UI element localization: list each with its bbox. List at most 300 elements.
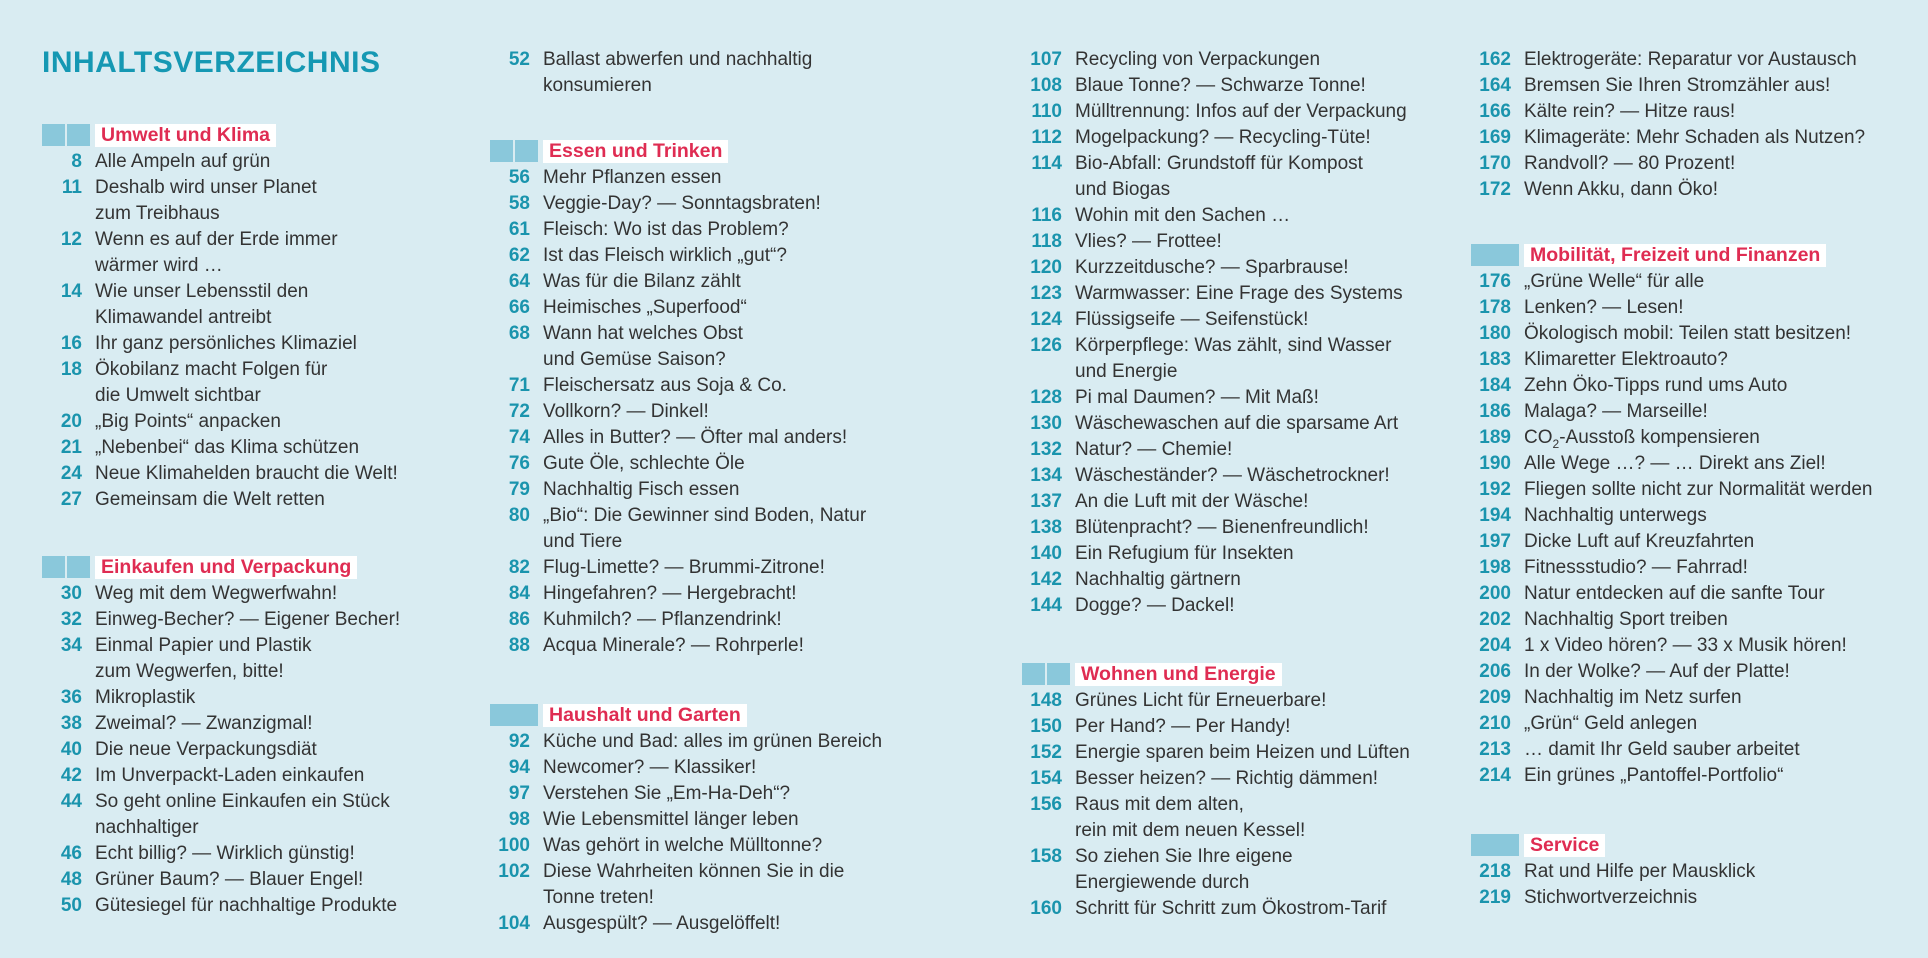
- toc-entry[interactable]: [1022, 151, 1407, 203]
- entry-line: Nachhaltig Fisch essen: [543, 479, 740, 500]
- page-number: 48: [60, 869, 82, 890]
- page-number: 72: [508, 401, 530, 422]
- entry-line: Schritt für Schritt zum Ökostrom-Tarif: [1075, 898, 1387, 919]
- page-number: 30: [60, 583, 82, 604]
- entry-line-continued: nachhaltiger: [95, 817, 199, 838]
- toc-entry[interactable]: [1471, 347, 1873, 373]
- toc-entry[interactable]: [1471, 711, 1873, 737]
- page-number: 192: [1479, 479, 1511, 500]
- entry-title: [1524, 885, 1697, 911]
- toc-entry[interactable]: [490, 781, 882, 807]
- section-essen-und-trinken: [490, 139, 866, 659]
- toc-entry[interactable]: [42, 607, 400, 633]
- toc-entry[interactable]: [42, 357, 398, 409]
- entry-line: Neue Klimahelden braucht die Welt!: [95, 463, 398, 484]
- page-number: 209: [1479, 687, 1511, 708]
- toc-entry[interactable]: [490, 729, 882, 755]
- entry-line: Dicke Luft auf Kreuzfahrten: [1524, 531, 1755, 552]
- page-number: 61: [508, 219, 530, 240]
- entry-line: Pi mal Daumen? — Mit Maß!: [1075, 387, 1319, 408]
- toc-entry[interactable]: [1471, 399, 1873, 425]
- entry-title: [1524, 125, 1865, 151]
- section-header: [1022, 662, 1410, 686]
- page-number: 214: [1479, 765, 1511, 786]
- entry-line: Einweg-Becher? — Eigener Becher!: [95, 609, 401, 630]
- toc-entry[interactable]: [1022, 73, 1407, 99]
- toc-entry[interactable]: [490, 503, 866, 555]
- entry-title: [95, 789, 390, 841]
- toc-entry[interactable]: [1471, 373, 1873, 399]
- toc-entry[interactable]: [42, 867, 400, 893]
- subscript-text: 2: [1552, 436, 1560, 451]
- toc-entry[interactable]: [1471, 321, 1873, 347]
- toc-entry[interactable]: [490, 581, 866, 607]
- entry-title: [543, 833, 822, 859]
- page-number: 134: [1030, 465, 1062, 486]
- page-number: 190: [1479, 453, 1511, 474]
- toc-entry[interactable]: [1022, 515, 1407, 541]
- page-number: 40: [60, 739, 82, 760]
- page-number: 82: [508, 557, 530, 578]
- section-marker-bar: [1022, 663, 1070, 685]
- page-number: 202: [1479, 609, 1511, 630]
- page-number: 118: [1031, 231, 1062, 252]
- toc-entry[interactable]: [1022, 203, 1407, 229]
- entry-line: Echt billig? — Wirklich günstig!: [95, 843, 355, 864]
- toc-entry[interactable]: [1471, 99, 1865, 125]
- entry-title: [1524, 451, 1826, 477]
- toc-entry[interactable]: [1471, 885, 1755, 911]
- toc-entry[interactable]: [42, 175, 398, 227]
- entry-line: Klimageräte: Mehr Schaden als Nutzen?: [1524, 127, 1866, 148]
- entry-title: [95, 175, 317, 227]
- toc-entry[interactable]: [1022, 385, 1407, 411]
- entry-line: Dogge? — Dackel!: [1075, 595, 1235, 616]
- toc-entry[interactable]: [1471, 425, 1873, 451]
- toc-entry[interactable]: [1022, 593, 1407, 619]
- entry-title: [1075, 125, 1371, 151]
- toc-entry[interactable]: [1471, 737, 1873, 763]
- page-number: 98: [508, 809, 530, 830]
- toc-entry[interactable]: [1022, 229, 1407, 255]
- entry-line: Alle Wege …? — … Direkt ans Ziel!: [1524, 453, 1826, 474]
- entry-title: [543, 477, 739, 503]
- toc-entry[interactable]: [42, 461, 398, 487]
- entry-line: So ziehen Sie Ihre eigene: [1075, 846, 1293, 867]
- toc-entry[interactable]: [1022, 766, 1410, 792]
- toc-entry[interactable]: [490, 321, 866, 373]
- toc-entry[interactable]: [490, 373, 866, 399]
- entry-line: Vlies? — Frottee!: [1075, 231, 1222, 252]
- toc-entry[interactable]: [1471, 477, 1873, 503]
- toc-entry[interactable]: [1471, 659, 1873, 685]
- page-number: 18: [60, 359, 82, 380]
- toc-entry[interactable]: [1022, 411, 1407, 437]
- section-header: [42, 555, 400, 579]
- entry-line-continued: Energiewende durch: [1075, 872, 1250, 893]
- entry-title: [1524, 425, 1760, 451]
- entry-title: [543, 47, 812, 99]
- entry-line: Gemeinsam die Welt retten: [95, 489, 325, 510]
- page-number: 38: [60, 713, 82, 734]
- entry-line: Heimisches „Superfood“: [543, 297, 747, 318]
- toc-entry[interactable]: [490, 191, 866, 217]
- entry-title: [1524, 99, 1735, 125]
- toc-entry[interactable]: [490, 269, 866, 295]
- entry-line: Grünes Licht für Erneuerbare!: [1075, 690, 1327, 711]
- toc-entry[interactable]: [42, 763, 400, 789]
- entry-title: [1075, 714, 1290, 740]
- section-marker-bar: [1471, 244, 1519, 266]
- entry-line-continued: Tonne treten!: [543, 887, 654, 908]
- entry-line: Wenn es auf der Erde immer: [95, 229, 338, 250]
- toc-entry[interactable]: [1022, 792, 1410, 844]
- entry-line: Kurzzeitdusche? — Sparbrause!: [1075, 257, 1349, 278]
- toc-entry[interactable]: [490, 165, 866, 191]
- section-marker-bar: [490, 704, 538, 726]
- toc-entry[interactable]: [1022, 125, 1407, 151]
- page-number: 102: [498, 861, 530, 882]
- entry-line: 1 x Video hören? — 33 x Musik hören!: [1524, 635, 1847, 656]
- entry-title: [543, 243, 787, 269]
- toc-entry[interactable]: [1022, 281, 1407, 307]
- entry-line: Verstehen Sie „Em-Ha-Deh“?: [543, 783, 791, 804]
- entry-title: [95, 487, 325, 513]
- toc-entry[interactable]: [1022, 307, 1407, 333]
- toc-entry[interactable]: [490, 217, 866, 243]
- entry-title: [1524, 685, 1742, 711]
- toc-entry[interactable]: [42, 279, 398, 331]
- entry-line: … damit Ihr Geld sauber arbeitet: [1524, 739, 1800, 760]
- entry-title: [1075, 281, 1403, 307]
- page-number: 138: [1030, 517, 1062, 538]
- section-header: [490, 139, 866, 163]
- entry-line: Blaue Tonne? — Schwarze Tonne!: [1075, 75, 1366, 96]
- toc-entry[interactable]: [1471, 503, 1873, 529]
- entry-line: Kuhmilch? — Pflanzendrink!: [543, 609, 782, 630]
- toc-entry[interactable]: [1471, 73, 1865, 99]
- page-number: 84: [508, 583, 530, 604]
- toc-entry[interactable]: [42, 409, 398, 435]
- page-number: 92: [508, 731, 530, 752]
- page-number: 186: [1479, 401, 1511, 422]
- entry-title: [1524, 477, 1873, 503]
- toc-entry[interactable]: [42, 737, 400, 763]
- toc-entry[interactable]: [490, 859, 882, 911]
- page-number: 189: [1479, 427, 1511, 448]
- page-number: 198: [1479, 557, 1511, 578]
- toc-entry[interactable]: [1471, 607, 1873, 633]
- entry-title: [1524, 347, 1728, 373]
- section-header: [1471, 833, 1755, 857]
- toc-entry[interactable]: [1471, 763, 1873, 789]
- entry-line: Nachhaltig im Netz surfen: [1524, 687, 1742, 708]
- entry-line: Bremsen Sie Ihren Stromzähler aus!: [1524, 75, 1831, 96]
- toc-entry[interactable]: [1471, 47, 1865, 73]
- entry-title: [95, 633, 312, 685]
- page-number: 56: [508, 167, 530, 188]
- entry-line: Vollkorn? — Dinkel!: [543, 401, 709, 422]
- page-number: 219: [1479, 887, 1511, 908]
- entry-title: [95, 357, 327, 409]
- page-number: 12: [60, 229, 82, 250]
- toc-entry[interactable]: [1471, 295, 1873, 321]
- toc-entry[interactable]: [1022, 489, 1407, 515]
- section-marker-bar: [1471, 834, 1519, 856]
- entry-title: [1075, 515, 1369, 541]
- section-title: Umwelt und Klima: [95, 124, 276, 147]
- entry-text: CO: [1524, 427, 1553, 448]
- entry-line: Nachhaltig Sport treiben: [1524, 609, 1728, 630]
- entry-line: Die neue Verpackungsdiät: [95, 739, 317, 760]
- page-number: 20: [60, 411, 82, 432]
- entry-line: Wäscheständer? — Wäschetrockner!: [1075, 465, 1390, 486]
- section-header: [1471, 243, 1873, 267]
- toc-entry[interactable]: [1471, 581, 1873, 607]
- entry-title: [543, 373, 787, 399]
- entry-text: -Ausstoß kompensieren: [1559, 427, 1760, 448]
- page-number: 68: [508, 323, 530, 344]
- entry-line: „Big Points“ anpacken: [95, 411, 281, 432]
- entry-title: [543, 555, 825, 581]
- toc-entry[interactable]: [490, 47, 812, 99]
- page-number: 160: [1030, 898, 1062, 919]
- page-number: 88: [508, 635, 530, 656]
- entry-line: Rat und Hilfe per Mausklick: [1524, 861, 1756, 882]
- page-number: 94: [508, 757, 530, 778]
- toc-entry[interactable]: [1022, 896, 1410, 922]
- page-number: 206: [1479, 661, 1511, 682]
- entry-title: [543, 607, 782, 633]
- entry-title: [1075, 411, 1398, 437]
- page-number: 204: [1479, 635, 1511, 656]
- toc-entry[interactable]: [490, 911, 882, 937]
- page-number: 218: [1479, 861, 1511, 882]
- toc-entry[interactable]: [1022, 437, 1407, 463]
- entry-line: Ein Refugium für Insekten: [1075, 543, 1294, 564]
- page-number: 194: [1479, 505, 1511, 526]
- page-number: 137: [1030, 491, 1062, 512]
- page-number: 74: [508, 427, 530, 448]
- entry-line: Wenn Akku, dann Öko!: [1524, 179, 1718, 200]
- toc-entry[interactable]: [1022, 463, 1407, 489]
- entry-title: [1524, 529, 1754, 555]
- entry-title: [1524, 633, 1847, 659]
- page-number: 107: [1030, 49, 1062, 70]
- section-marker-bar: [490, 140, 538, 162]
- entry-title: [1524, 555, 1748, 581]
- toc-entry[interactable]: [42, 149, 398, 175]
- page-number: 164: [1479, 75, 1511, 96]
- page-number: 8: [71, 151, 82, 172]
- entry-line: „Nebenbei“ das Klima schützen: [95, 437, 360, 458]
- entry-title: [543, 781, 790, 807]
- entry-line: Wohin mit den Sachen …: [1075, 205, 1291, 226]
- toc-entry[interactable]: [1022, 688, 1410, 714]
- entry-line: Deshalb wird unser Planet: [95, 177, 317, 198]
- entry-line: Was für die Bilanz zählt: [543, 271, 741, 292]
- entry-line-continued: konsumieren: [543, 75, 652, 96]
- toc-entry[interactable]: [42, 633, 400, 685]
- toc-entry[interactable]: [42, 711, 400, 737]
- entry-title: [1524, 503, 1707, 529]
- entry-line: So geht online Einkaufen ein Stück: [95, 791, 390, 812]
- page-number: 32: [60, 609, 82, 630]
- toc-entry[interactable]: [1471, 269, 1873, 295]
- toc-entry[interactable]: [1022, 255, 1407, 281]
- entry-title: [95, 409, 281, 435]
- entry-title: [543, 729, 882, 755]
- toc-entry[interactable]: [490, 399, 866, 425]
- entry-title: [1524, 581, 1825, 607]
- toc-entry[interactable]: [490, 451, 866, 477]
- toc-entry[interactable]: [42, 841, 400, 867]
- toc-entry[interactable]: [1471, 529, 1873, 555]
- entry-title: [95, 581, 337, 607]
- toc-entry[interactable]: [1471, 151, 1865, 177]
- entry-line: Veggie-Day? — Sonntagsbraten!: [543, 193, 821, 214]
- page-number: 80: [508, 505, 530, 526]
- entry-line: Ist das Fleisch wirklich „gut“?: [543, 245, 787, 266]
- section-header: [42, 123, 398, 147]
- toc-entry[interactable]: [1022, 714, 1410, 740]
- page-number: 178: [1479, 297, 1511, 318]
- entry-title: [1075, 593, 1234, 619]
- entry-title: [95, 149, 270, 175]
- entry-title: [1075, 47, 1320, 73]
- toc-entry[interactable]: [490, 555, 866, 581]
- entry-line: Weg mit dem Wegwerfwahn!: [95, 583, 338, 604]
- toc-entry[interactable]: [1471, 451, 1873, 477]
- toc-entry[interactable]: [490, 425, 866, 451]
- entry-title: [1075, 333, 1391, 385]
- page-number: 166: [1479, 101, 1511, 122]
- toc-entry[interactable]: [490, 477, 866, 503]
- entry-title: [543, 217, 789, 243]
- entry-line: Alle Ampeln auf grün: [95, 151, 271, 172]
- entry-line-continued: und Gemüse Saison?: [543, 349, 726, 370]
- entry-title: [1075, 385, 1319, 411]
- page-number: 108: [1030, 75, 1062, 96]
- entry-line: An die Luft mit der Wäsche!: [1075, 491, 1309, 512]
- entry-title: [1524, 295, 1684, 321]
- entry-line: Küche und Bad: alles im grünen Bereich: [543, 731, 883, 752]
- toc-entry[interactable]: [1022, 99, 1407, 125]
- toc-entry[interactable]: [42, 227, 398, 279]
- entry-title: [1075, 740, 1410, 766]
- toc-entry[interactable]: [490, 807, 882, 833]
- page-number: 24: [60, 463, 82, 484]
- entry-title: [1075, 73, 1366, 99]
- section-header: [490, 703, 882, 727]
- toc-entry[interactable]: [1471, 177, 1865, 203]
- entry-line: Flüssigseife — Seifenstück!: [1075, 309, 1309, 330]
- entry-title: [95, 331, 357, 357]
- entry-title: [95, 227, 338, 279]
- entry-line: Hingefahren? — Hergebracht!: [543, 583, 797, 604]
- section-title: Haushalt und Garten: [543, 704, 747, 727]
- entry-title: [1075, 844, 1293, 896]
- toc-entry[interactable]: [490, 295, 866, 321]
- toc-entry[interactable]: [490, 243, 866, 269]
- page-number: 152: [1030, 742, 1062, 763]
- toc-entry[interactable]: [42, 435, 398, 461]
- page-number: 142: [1030, 569, 1062, 590]
- toc-entry[interactable]: [1022, 47, 1407, 73]
- entry-line: Ökologisch mobil: Teilen statt besitzen!: [1524, 323, 1852, 344]
- toc-entry[interactable]: [1471, 685, 1873, 711]
- entry-title: [543, 425, 847, 451]
- entry-line: Per Hand? — Per Handy!: [1075, 716, 1291, 737]
- page-number: 128: [1030, 387, 1062, 408]
- toc-entry[interactable]: [42, 487, 398, 513]
- page-number: 58: [508, 193, 530, 214]
- toc-entry[interactable]: [1471, 633, 1873, 659]
- toc-entry[interactable]: [1471, 125, 1865, 151]
- entry-line: Nachhaltig unterwegs: [1524, 505, 1707, 526]
- page-number: 36: [60, 687, 82, 708]
- toc-entry[interactable]: [1022, 567, 1407, 593]
- toc-entry[interactable]: [42, 685, 400, 711]
- entry-title: [1524, 321, 1851, 347]
- toc-entry[interactable]: [490, 833, 882, 859]
- entry-title: [1075, 792, 1305, 844]
- toc-entry[interactable]: [490, 607, 866, 633]
- toc-entry[interactable]: [1471, 859, 1755, 885]
- toc-entry[interactable]: [490, 633, 866, 659]
- entry-title: [95, 867, 363, 893]
- toc-entry[interactable]: [1022, 541, 1407, 567]
- page-number: 213: [1479, 739, 1511, 760]
- entry-line: Ausgespült? — Ausgelöffelt!: [543, 913, 781, 934]
- entry-line-continued: und Biogas: [1075, 179, 1171, 200]
- entry-line: Natur? — Chemie!: [1075, 439, 1233, 460]
- page-number: 124: [1030, 309, 1062, 330]
- page-number: 197: [1479, 531, 1511, 552]
- page-number: 27: [60, 489, 82, 510]
- page-number: 116: [1031, 205, 1062, 226]
- entry-line: Bio-Abfall: Grundstoff für Kompost: [1075, 153, 1363, 174]
- toc-entry[interactable]: [1022, 740, 1410, 766]
- toc-entry[interactable]: [1022, 844, 1410, 896]
- entry-title: [95, 763, 364, 789]
- entry-title: [1524, 399, 1708, 425]
- toc-entry[interactable]: [1022, 333, 1407, 385]
- entry-title: [1075, 896, 1386, 922]
- entry-title: [1075, 255, 1349, 281]
- entry-line-continued: zum Treibhaus: [95, 203, 220, 224]
- toc-entry[interactable]: [1471, 555, 1873, 581]
- page-number: 200: [1479, 583, 1511, 604]
- page-number: 132: [1030, 439, 1062, 460]
- toc-entry[interactable]: [42, 581, 400, 607]
- entry-line: Diese Wahrheiten können Sie in die: [543, 861, 845, 882]
- section-title: Essen und Trinken: [543, 140, 728, 163]
- page-number: 150: [1030, 716, 1062, 737]
- entry-title: [1075, 307, 1308, 333]
- entry-line: Elektrogeräte: Reparatur vor Austausch: [1524, 49, 1857, 70]
- toc-entry[interactable]: [42, 331, 398, 357]
- entry-title: [1075, 437, 1232, 463]
- entry-line-continued: rein mit dem neuen Kessel!: [1075, 820, 1306, 841]
- entry-title: [95, 435, 359, 461]
- toc-entry[interactable]: [490, 755, 882, 781]
- entry-line: Lenken? — Lesen!: [1524, 297, 1684, 318]
- toc-entry[interactable]: [42, 893, 400, 919]
- entry-line-continued: die Umwelt sichtbar: [95, 385, 261, 406]
- toc-entry[interactable]: [42, 789, 400, 841]
- entry-line: In der Wolke? — Auf der Platte!: [1524, 661, 1790, 682]
